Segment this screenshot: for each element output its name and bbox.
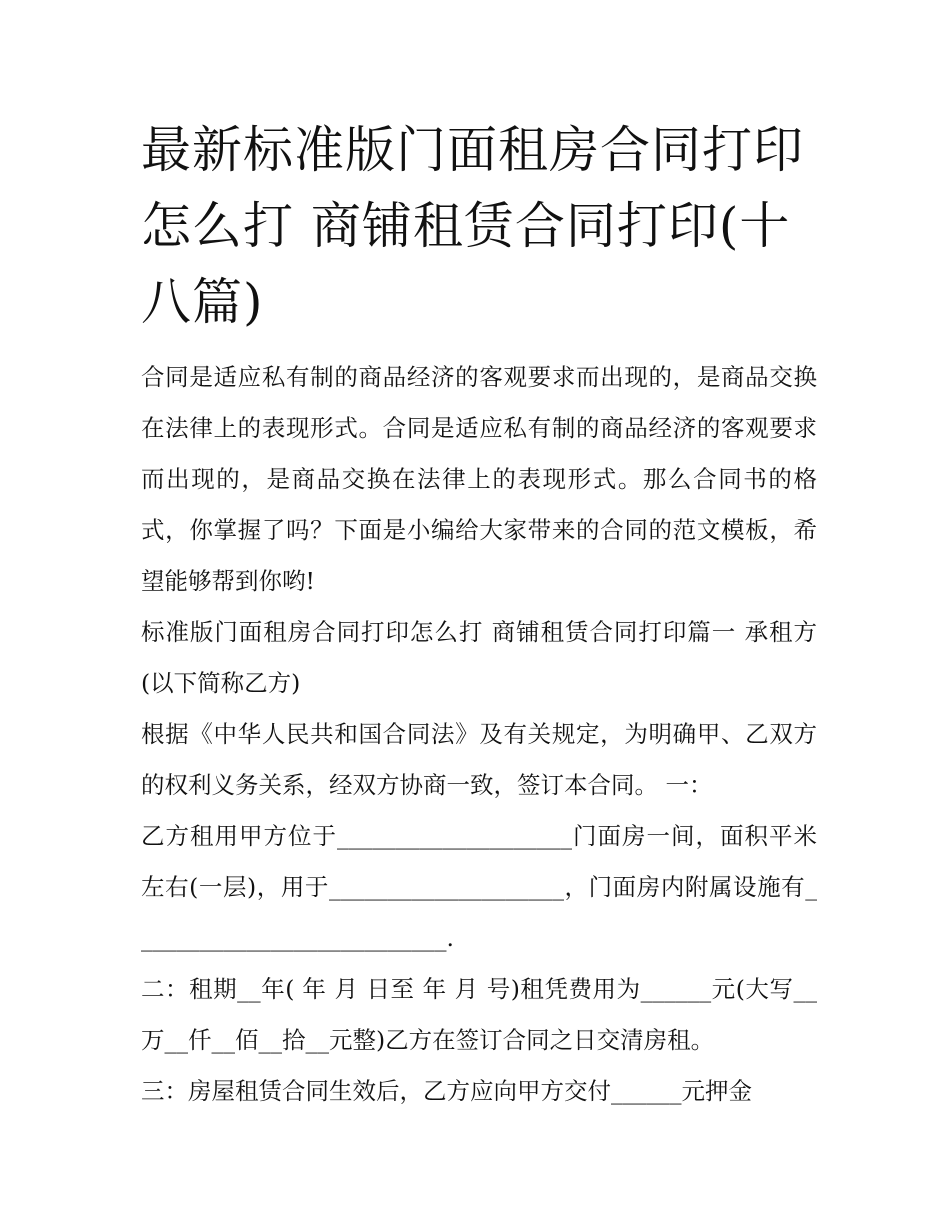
legal-basis-paragraph: 根据《中华人民共和国合同法》及有关规定，为明确甲、乙双方的权利义务关系，经双方协商一致，签订本合同。 一： [141,720,817,799]
document-body [141,352,817,1117]
clause-three-paragraph: 三：房屋租赁合同生效后，乙方应向甲方交付______元押金 [141,1077,752,1105]
section-heading-paragraph: 标准版门面租房合同打印怎么打 商铺租赁合同打印篇一 承租方(以下简称乙方) [141,618,817,697]
clause-two-paragraph: 二：租期__年( 年 月 日至 年 月 号)租凭费用为______元(大写__万__仟__佰__拾__元整)乙方在签订合同之日交清房租。 [141,975,817,1054]
intro-paragraph: 合同是适应私有制的商品经济的客观要求而出现的，是商品交换在法律上的表现形式。合同是适应私有制的商品经济的客观要求而出现的，是商品交换在法律上的表现形式。那么合同书的格式，你掌握了吗？下面是小编给大家带来的合同的范文模板，希望能够帮到你哟! [141,363,817,595]
clause-one-paragraph: 乙方租用甲方位于____________________门面房一间，面积平米左右(一层)，用于____________________，门面房内附属设施有___________________________. [141,822,817,952]
document-title: 最新标准版门面租房合同打印怎么打 商铺租赁合同打印(十八篇) [141,121,804,331]
